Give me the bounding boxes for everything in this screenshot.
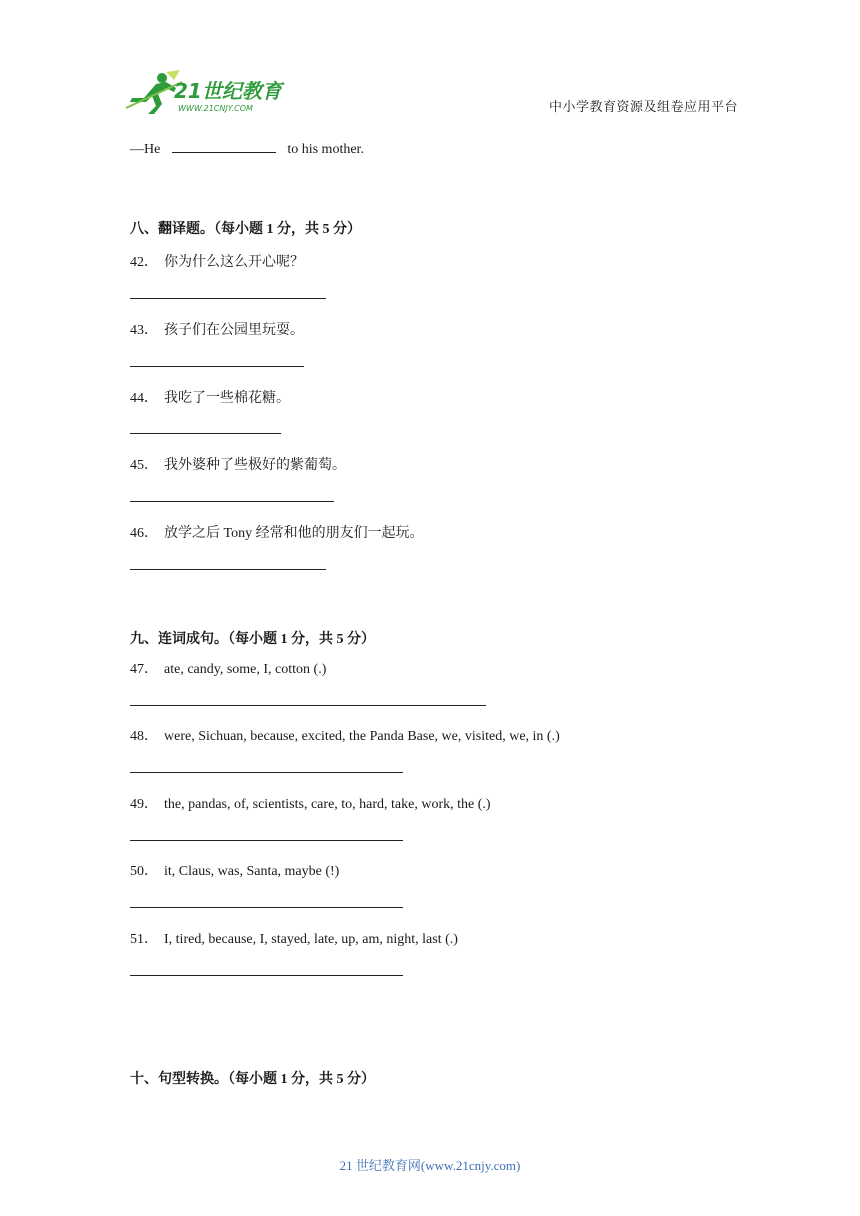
answer-line-45[interactable] — [130, 501, 334, 502]
question-48 — [130, 725, 560, 745]
logo-url: WWW.21CNJY.COM — [178, 104, 253, 113]
question-46 — [130, 522, 424, 542]
footer-link[interactable]: 21 世纪教育网(www.21cnjy.com) — [339, 1158, 521, 1173]
inline-answer-blank[interactable] — [172, 140, 276, 153]
section-title-translation: 八、翻译题。（每小题 1 分，共 5 分） — [130, 222, 361, 237]
question-number: 49． — [130, 797, 158, 812]
question-number: 50． — [130, 864, 158, 879]
question-text: it, Claus, was, Santa, maybe (!) — [164, 864, 340, 879]
question-49 — [130, 793, 491, 813]
section-title-sentence-building: 九、连词成句。（每小题 1 分，共 5 分） — [130, 632, 375, 647]
question-text: 我外婆种了些极好的紫葡萄。 — [164, 458, 346, 473]
question-text: 你为什么这么开心呢？ — [164, 255, 304, 270]
question-text: the, pandas, of, scientists, care, to, hard, take, work, the (.) — [164, 797, 491, 812]
question-number: 47． — [130, 662, 158, 677]
question-text: I, tired, because, I, stayed, late, up, am, night, last (.) — [164, 932, 458, 947]
question-45 — [130, 454, 346, 474]
question-text: were, Sichuan, because, excited, the Panda Base, we, visited, we, in (.) — [164, 729, 560, 744]
question-text: 我吃了一些棉花糖。 — [164, 391, 290, 406]
question-number: 43． — [130, 323, 158, 338]
continued-prefix: —He — [130, 142, 161, 157]
continued-question — [130, 140, 364, 158]
question-text: ate, candy, some, I, cotton (.) — [164, 662, 327, 677]
header-platform-text: 中小学教育资源及组卷应用平台 — [549, 99, 739, 114]
answer-line-48[interactable] — [130, 772, 403, 773]
answer-line-50[interactable] — [130, 907, 403, 908]
question-43 — [130, 319, 304, 339]
question-47 — [130, 658, 326, 678]
continued-suffix: to his mother. — [287, 142, 364, 157]
question-51 — [130, 928, 458, 948]
question-text: 孩子们在公园里玩耍。 — [164, 323, 304, 338]
question-text: 放学之后 Tony 经常和他的朋友们一起玩。 — [164, 526, 424, 541]
question-number: 44． — [130, 391, 158, 406]
question-42 — [130, 251, 304, 271]
answer-line-43[interactable] — [130, 366, 304, 367]
question-number: 46． — [130, 526, 158, 541]
answer-line-51[interactable] — [130, 975, 403, 976]
question-number: 51． — [130, 932, 158, 947]
section-title-sentence-transformation: 十、句型转换。（每小题 1 分，共 5 分） — [130, 1072, 375, 1087]
question-number: 42． — [130, 255, 158, 270]
answer-line-46[interactable] — [130, 569, 326, 570]
answer-line-44[interactable] — [130, 433, 281, 434]
answer-line-49[interactable] — [130, 840, 403, 841]
logo-text: 21世纪教育 — [174, 79, 282, 103]
question-50 — [130, 860, 339, 880]
question-44 — [130, 387, 290, 407]
answer-line-42[interactable] — [130, 298, 326, 299]
answer-line-47[interactable] — [130, 705, 486, 706]
question-number: 45． — [130, 458, 158, 473]
question-number: 48． — [130, 729, 158, 744]
site-logo — [122, 68, 292, 116]
